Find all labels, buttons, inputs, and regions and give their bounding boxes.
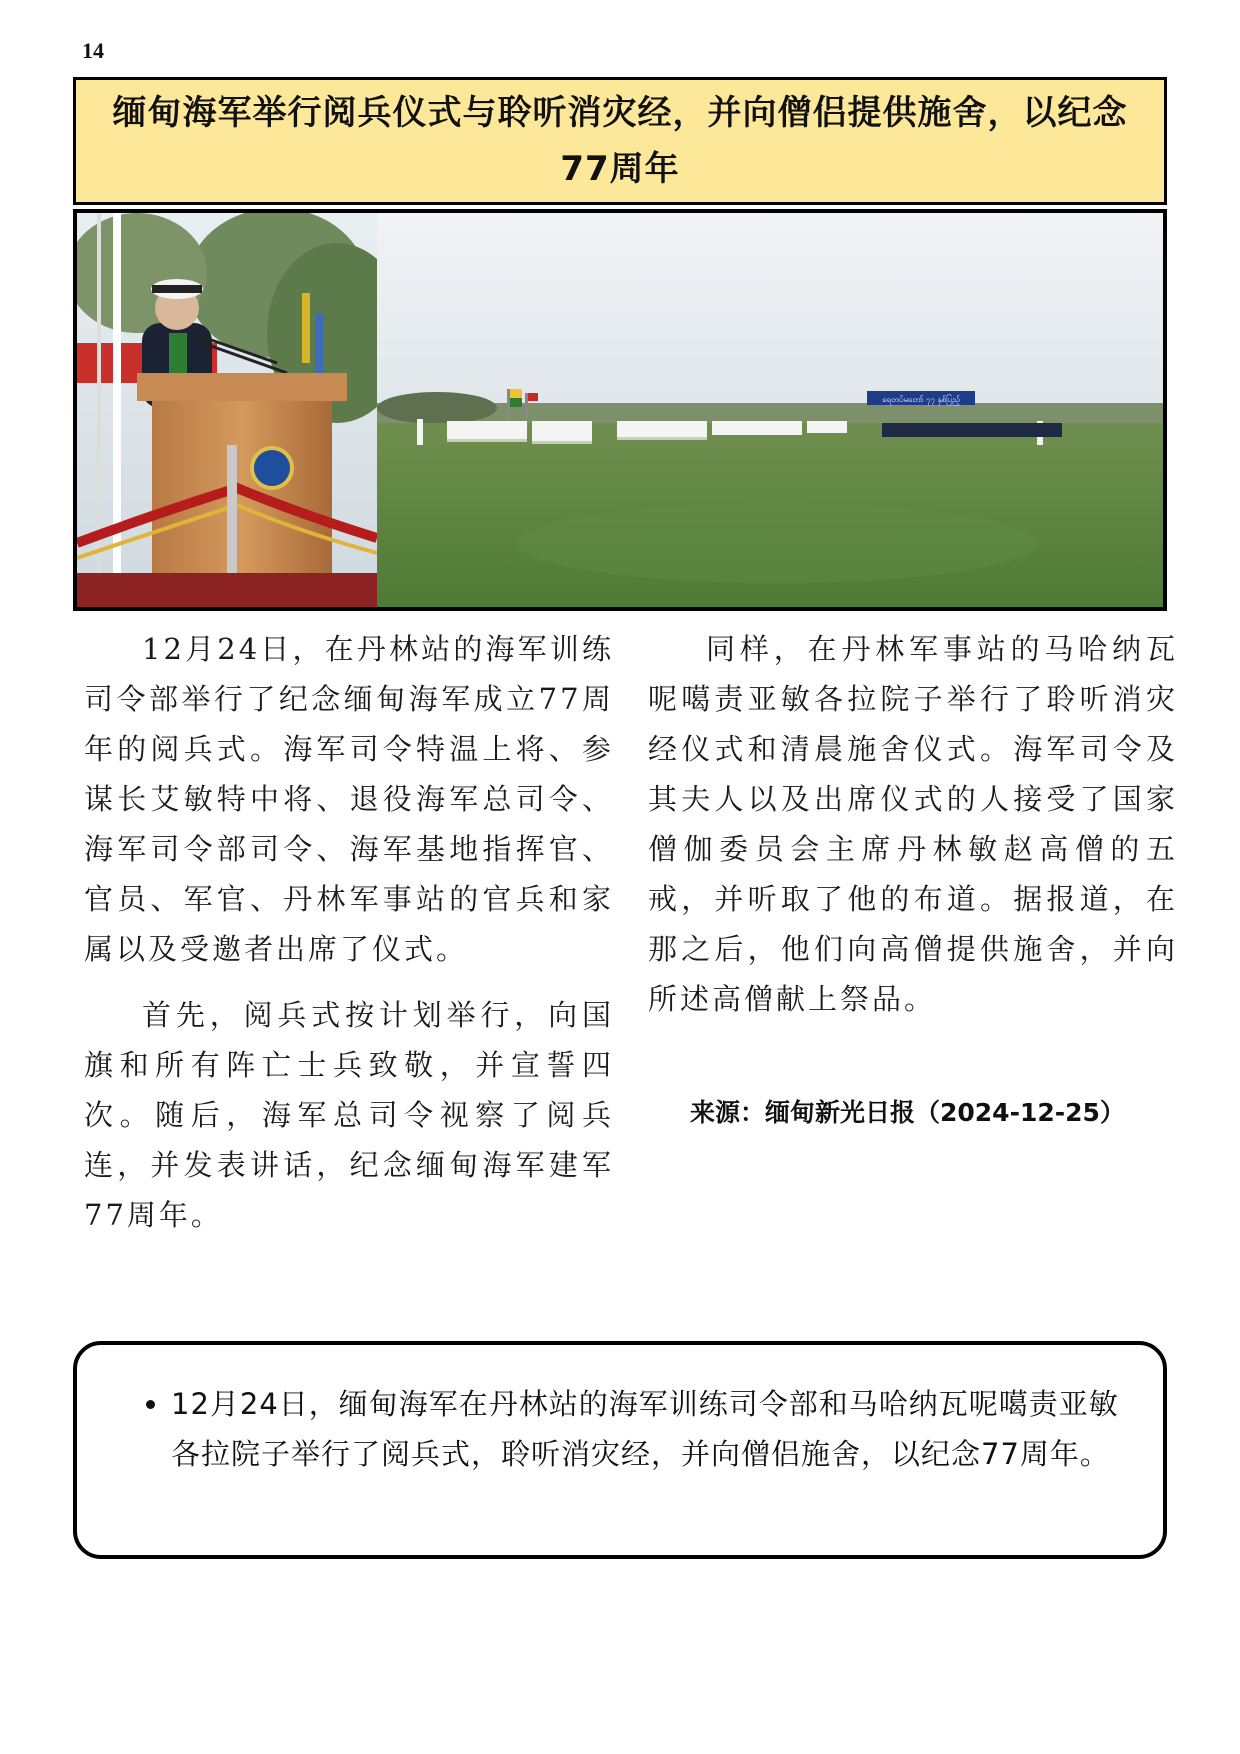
article-photo: [73, 209, 1167, 611]
podium-photo: [77, 213, 407, 607]
page-number: 14: [82, 38, 104, 63]
parade-banner-text: ရေတပ်မတော် ၇၇ နှစ်ပြည့်: [882, 395, 960, 404]
article-title: 缅甸海军举行阅兵仪式与聆听消灾经，并向僧侣提供施舍，以纪念77周年: [112, 93, 1128, 189]
parade-photo: [377, 213, 1163, 607]
article-source: 来源：缅甸新光日报（2024-12-25）: [690, 1098, 1125, 1127]
article-paragraph: 12月24日，在丹林站的海军训练司令部举行了纪念缅甸海军成立77周年的阅兵式。海军司令特温上将、参谋长艾敏特中将、退役海军总司令、海军司令部司令、海军基地指挥官、官员、军官、丹林军事站的官兵和家属以及受邀者出席了仪式。: [84, 632, 614, 966]
summary-list: [129, 1379, 1139, 1479]
summary-box: [73, 1341, 1167, 1559]
summary-item: • 12月24日，缅甸海军在丹林站的海军训练司令部和马哈纳瓦呢噶责亚敏各拉院子举行了阅兵式，聆听消灾经，并向僧侣施舍，以纪念77周年。: [171, 1379, 1139, 1479]
article-column-left: [84, 624, 614, 1256]
title-banner: [73, 77, 1167, 205]
article-column-right: [648, 624, 1178, 1040]
article-paragraph: 同样，在丹林军事站的马哈纳瓦呢噶责亚敏各拉院子举行了聆听消灾经仪式和清晨施舍仪式。海军司令及其夫人以及出席仪式的人接受了国家僧伽委员会主席丹林敏赵高僧的五戒，并听取了他的布道。据报道，在那之后，他们向高僧提供施舍，并向所述高僧献上祭品。: [648, 632, 1178, 1016]
article-paragraph: 首先，阅兵式按计划举行，向国旗和所有阵亡士兵致敬，并宣誓四次。随后，海军总司令视察了阅兵连，并发表讲话，纪念缅甸海军建军77周年。: [84, 998, 614, 1232]
